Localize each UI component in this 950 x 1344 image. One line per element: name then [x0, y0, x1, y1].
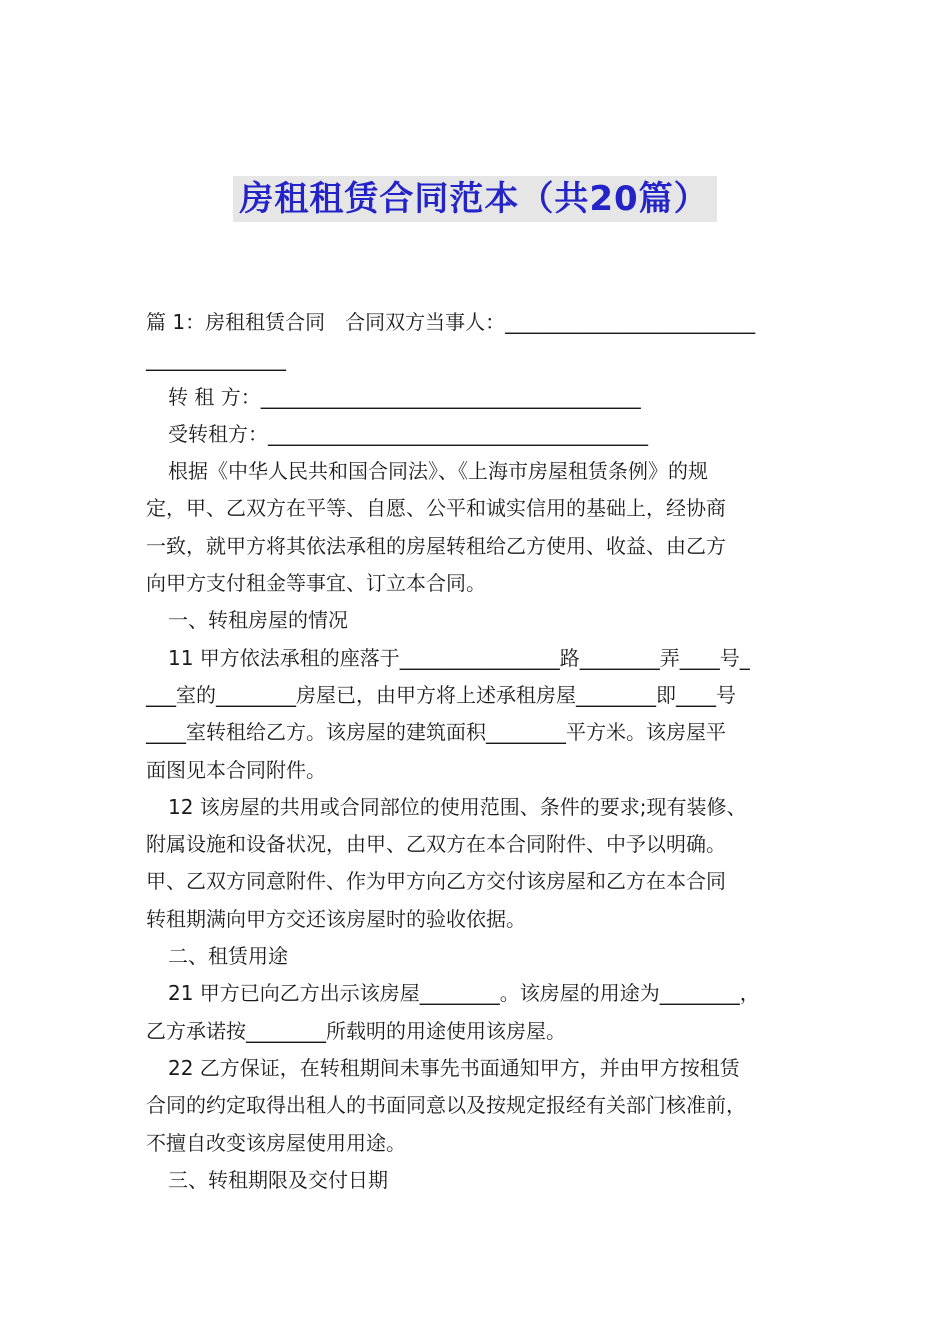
text-line: 根据《中华人民共和国合同法》、《上海市房屋租赁条例》的规 — [168, 459, 708, 484]
text-line: 22 乙方保证，在转租期间未事先书面通知甲方，并由甲方按租赁 — [168, 1055, 740, 1080]
text-line: 附属设施和设备状况，由甲、乙双方在本合同附件、中予以明确。 — [146, 832, 726, 857]
text-line: ______________ — [146, 347, 286, 372]
section-heading: 一、转租房屋的情况 — [168, 608, 348, 633]
text-line: 转租期满向甲方交还该房屋时的验收依据。 — [146, 906, 526, 931]
text-line: 一致，就甲方将其依法承租的房屋转租给乙方使用、收益、由乙方 — [146, 533, 726, 558]
text-line: 篇 1：房租租赁合同 合同双方当事人：_________________________ — [146, 310, 756, 334]
text-line: 甲、乙双方同意附件、作为甲方向乙方交付该房屋和乙方在本合同 — [146, 869, 726, 894]
text-line: 转 租 方：______________________________________ — [168, 384, 641, 409]
section-heading: 二、租赁用途 — [168, 944, 288, 969]
title-container — [0, 176, 950, 222]
text-line: 乙方承诺按________所载明的用途使用该房屋。 — [146, 1018, 566, 1043]
document-title: 房租租赁合同范本（共20篇） — [233, 176, 716, 222]
section-heading: 三、转租期限及交付日期 — [168, 1167, 388, 1192]
text-line: ____室转租给乙方。该房屋的建筑面积________平方米。该房屋平 — [146, 720, 726, 745]
text-line: 向甲方支付租金等事宜、订立本合同。 — [146, 571, 486, 596]
text-line: 面图见本合同附件。 — [146, 757, 326, 782]
text-line: 受转租方：______________________________________ — [168, 421, 648, 446]
text-line: 定，甲、乙双方在平等、自愿、公平和诚实信用的基础上，经协商 — [146, 496, 726, 521]
text-line: 不擅自改变该房屋使用用途。 — [146, 1130, 406, 1155]
text-line: ___室的________房屋已，由甲方将上述承租房屋________即____号 — [146, 682, 736, 707]
text-line: 12 该房屋的共用或合同部位的使用范围、条件的要求;现有装修、 — [168, 794, 747, 819]
text-line: 11 甲方依法承租的座落于________________路________弄____号_ — [168, 645, 750, 670]
document-body — [146, 304, 810, 1199]
text-line: 合同的约定取得出租人的书面同意以及按规定报经有关部门核准前， — [146, 1093, 746, 1118]
text-line: 21 甲方已向乙方出示该房屋________。该房屋的用途为________， — [168, 981, 760, 1006]
